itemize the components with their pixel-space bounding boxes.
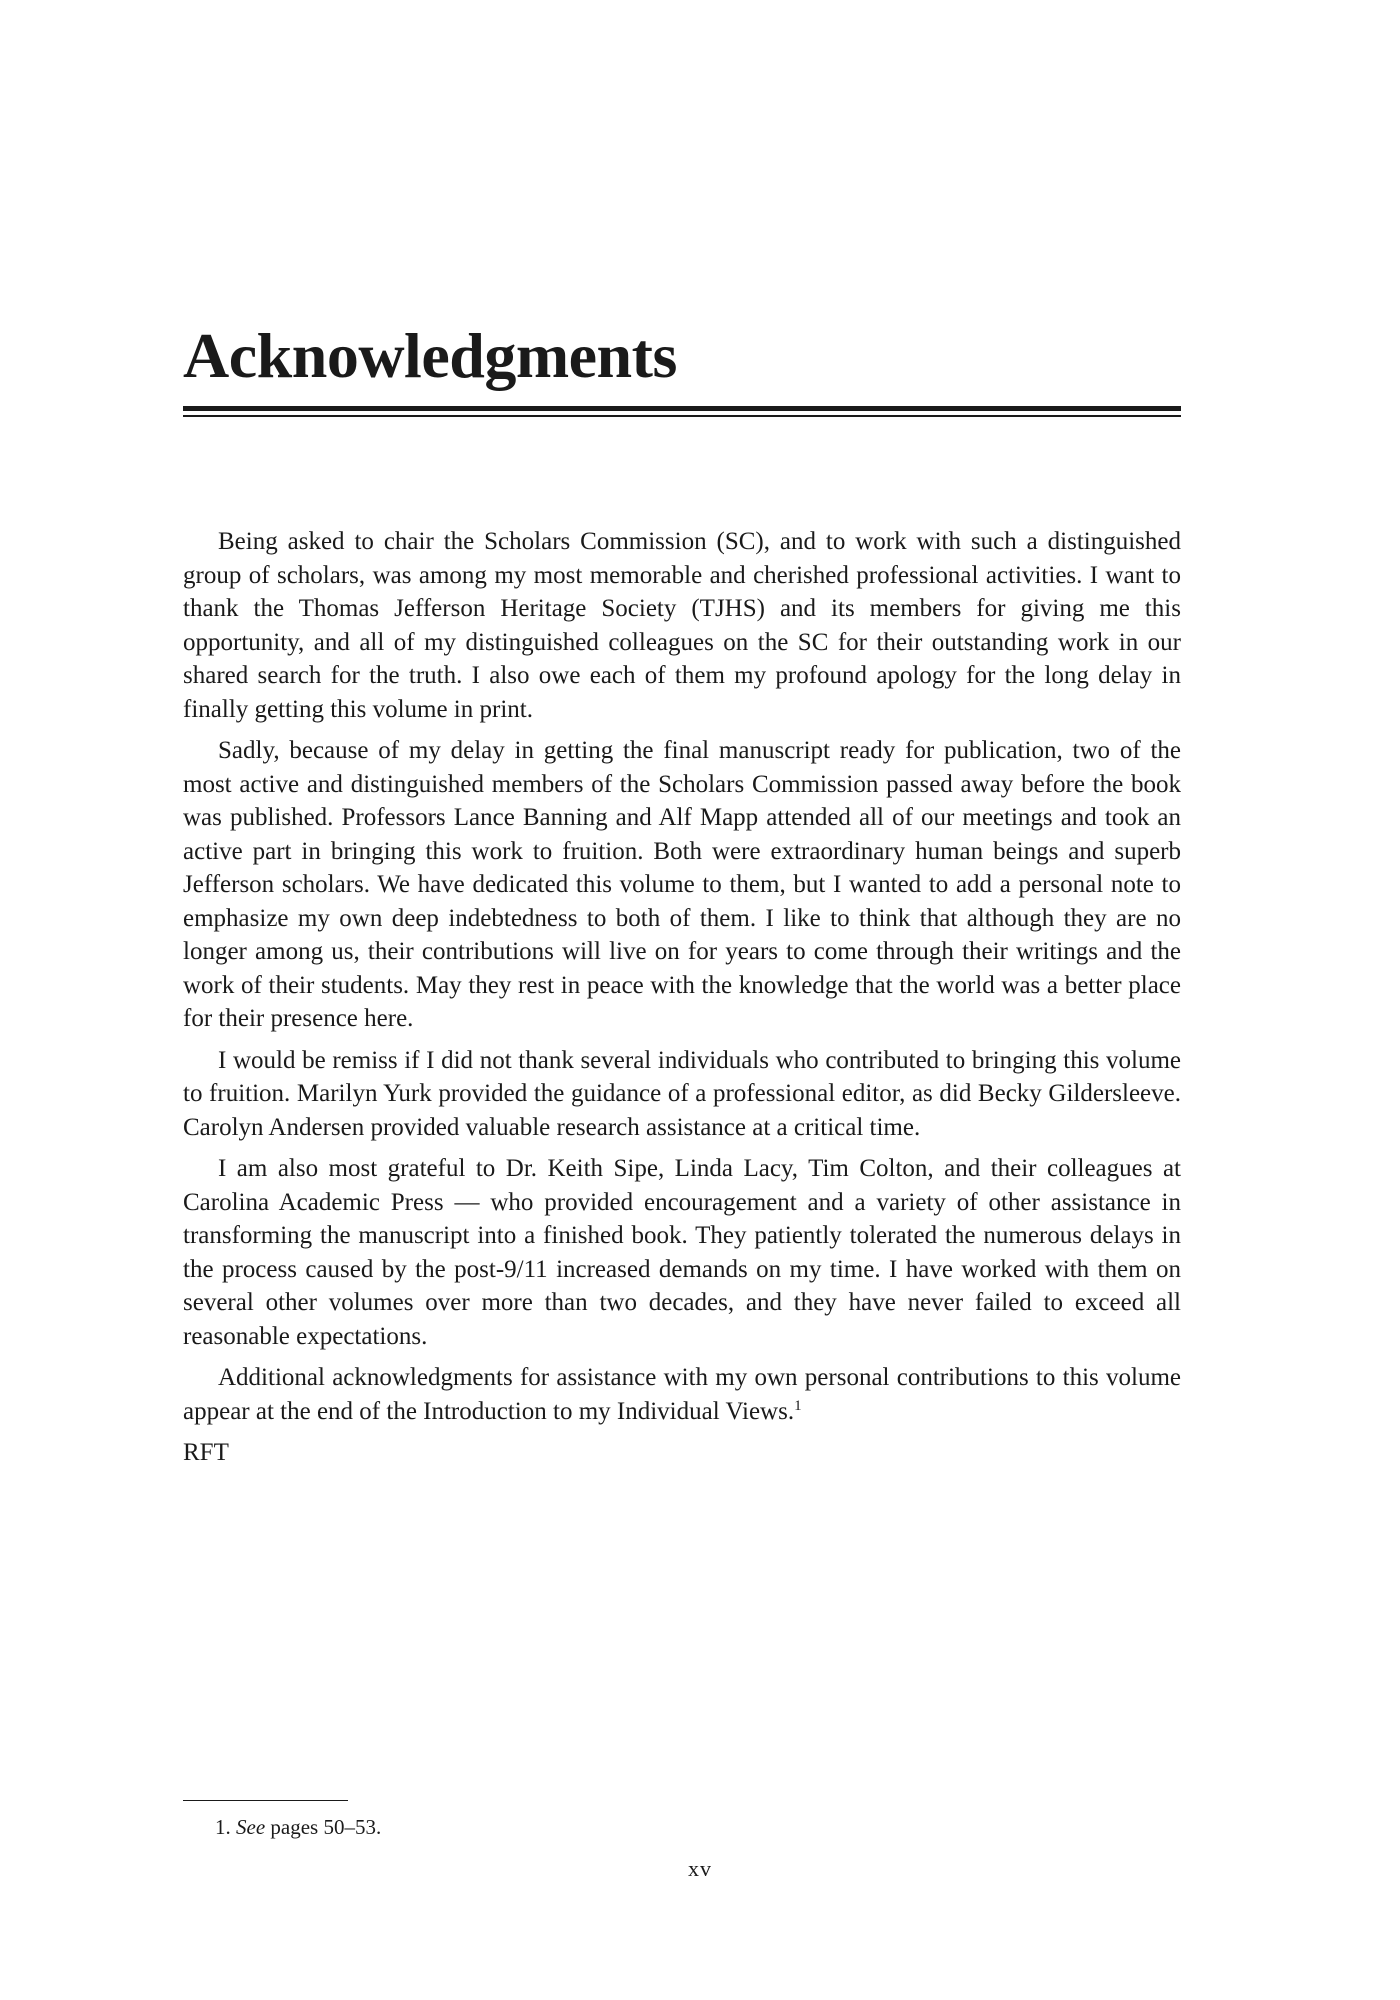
paragraph-1: Being asked to chair the Scholars Commission (SC), and to work with such a distinguished group of scholars, was among my most memorable and cherished professional activities. I want to thank the Thomas Jefferson Heritage Society (TJHS) and its members for giving me this opportunity, and all of my distinguished colleagues on the SC for their outstanding work in our shared search for the truth. I also owe each of them my profound apology for the long delay in finally getting this volume in print. — [183, 528, 1181, 723]
paragraph-5 — [183, 1361, 1181, 1428]
footnote-number: 1. — [215, 1815, 231, 1839]
footnote-see: See — [236, 1815, 266, 1839]
paragraph-2: Sadly, because of my delay in getting the final manuscript ready for publication, two of the most active and distinguished members of the Scholars Commission passed away before the book was published. Professors Lance Banning and Alf Mapp attended all of our meetings and took an active part in bringing this work to fruition. Both were extraordinary human beings and superb Jefferson scholars. We have dedicated this volume to them, but I wanted to add a personal note to emphasize my own deep indebtedness to both of them. I like to think that although they are no longer among us, their contributions will live on for years to come through their writings and the work of their students. May they rest in peace with the knowledge that the world was a better place for their presence here. — [183, 737, 1181, 1032]
paragraph-5-text: Additional acknowledgments for assistance with my own personal contributions to this volume appear at the end of the Introduction to my Individual Views. — [183, 1364, 1181, 1425]
footnote-rule — [183, 1800, 348, 1801]
signoff-initials: RFT — [183, 1439, 229, 1466]
title-rule-thick — [183, 406, 1181, 411]
chapter-title: Acknowledgments — [183, 320, 677, 391]
page-number: xv — [688, 1856, 712, 1881]
paragraph-4: I am also most grateful to Dr. Keith Sipe, Linda Lacy, Tim Colton, and their colleagues at Carolina Academic Press — who provided encouragement and a variety of other assistance in transforming the manuscript into a finished book. They patiently tolerated the numerous delays in the process caused by the post-9/11 increased demands on my time. I have worked with them on several other volumes over more than two decades, and they have never failed to exceed all reasonable expectations. — [183, 1155, 1181, 1350]
title-rule-thin — [183, 415, 1181, 417]
body-text — [183, 525, 1181, 1478]
footnote — [215, 1813, 1175, 1841]
paragraph-3: I would be remiss if I did not thank several individuals who contributed to bringing this volume to fruition. Marilyn Yurk provided the guidance of a professional editor, as did Becky Gildersleeve. Carolyn Andersen provided valuable research assistance at a critical time. — [183, 1046, 1181, 1141]
footnote-reference[interactable]: 1 — [794, 1397, 802, 1414]
footnote-text: pages 50–53. — [270, 1815, 382, 1839]
